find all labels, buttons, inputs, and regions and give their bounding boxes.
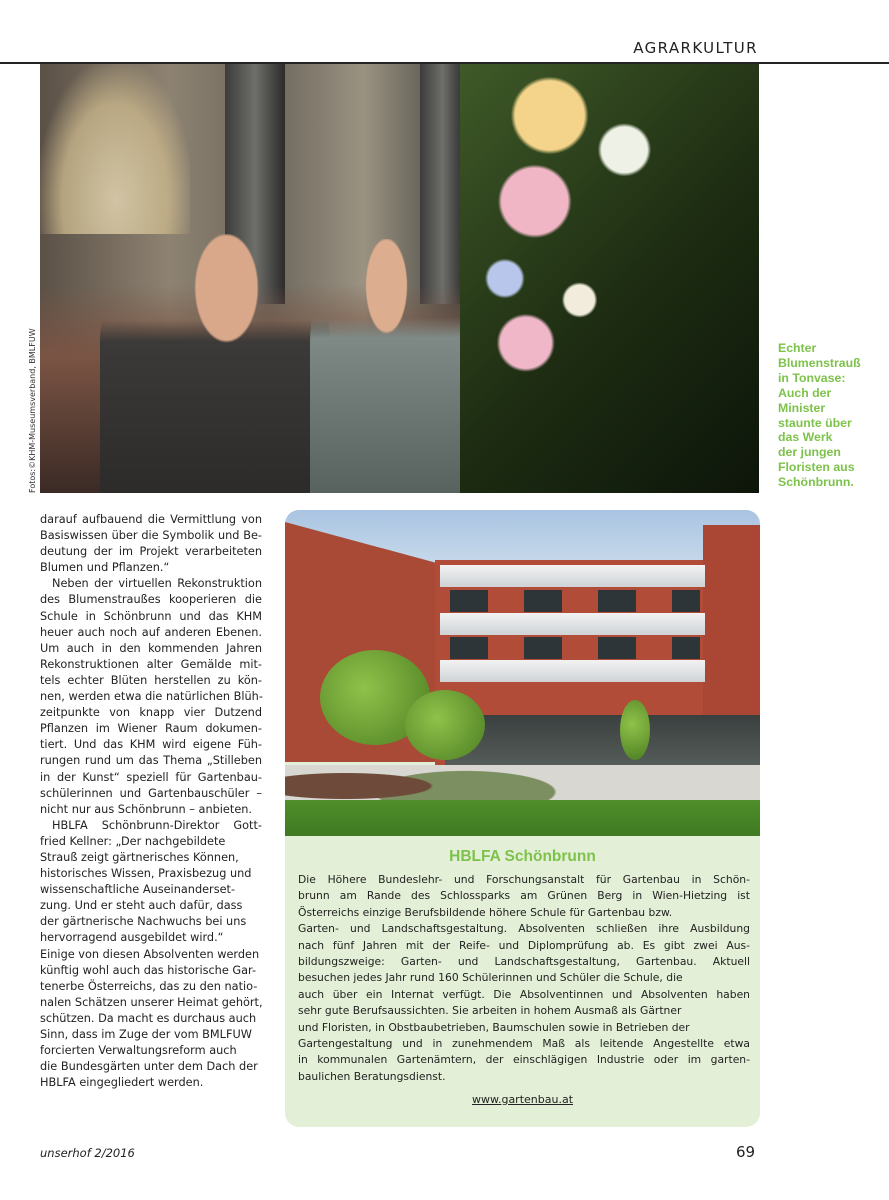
info-box-text xyxy=(298,872,750,1085)
info-line: und Floristen, in Obstbaubetrieben, Baumschulen sowie in Betrieben der xyxy=(298,1020,690,1034)
article-line: schülerinnen und Gartenbauschüler – xyxy=(40,786,262,800)
main-photo xyxy=(40,64,759,493)
article-line: rungen rund um das Thema „Stilleben xyxy=(40,754,262,768)
photo-student xyxy=(310,239,480,493)
article-line: nicht nur aus Schönbrunn – anbieten. xyxy=(40,802,253,816)
info-line: Gartengestaltung und in zunehmendem Maß als leitende Angestellte etwa xyxy=(298,1037,750,1051)
article-column xyxy=(40,512,262,1091)
article-line: Basiswissen über die Symbolik und Be- xyxy=(40,529,262,543)
article-line: in der Kunst“ speziell für Gartenbau- xyxy=(40,770,262,784)
article-line: wissenschaftliche Auseinanderset- xyxy=(40,883,236,897)
article-line: Strauß zeigt gärtnerisches Können, xyxy=(40,850,239,864)
photo-bouquet xyxy=(460,64,759,493)
photo-louver xyxy=(440,565,705,587)
article-line: hervorragend ausgebildet wird.“ xyxy=(40,931,224,945)
article-line: zeitpunkte von knapp vier Dutzend xyxy=(40,706,262,720)
section-label: AGRARKULTUR xyxy=(633,39,758,57)
photo-caption: Echter Blumenstrauß in Tonvase: Auch der Minister staunte über das Werk der jungen Floristen aus Schönbrunn. xyxy=(778,341,861,490)
photo-lawn xyxy=(285,800,760,836)
photo-credit: Fotos:©KHM-Museumsverband, BMLFUW xyxy=(28,328,37,493)
photo-louver xyxy=(440,613,705,635)
article-line: HBLFA Schönbrunn-Direktor Gott- xyxy=(52,818,262,832)
article-line: die Bundesgärten unter dem Dach der xyxy=(40,1060,258,1074)
photo-minister xyxy=(100,234,330,493)
article-line: Neben der virtuellen Rekonstruktion xyxy=(52,577,262,591)
article-line: künftig wohl auch das historische Gar- xyxy=(40,963,257,977)
info-line: Österreichs einzige Berufsbildende höhere Schule für Gartenbau bzw. xyxy=(298,905,673,919)
publication-footer: unserhof 2/2016 xyxy=(40,1146,135,1160)
article-line: fried Kellner: „Der nachgebildete xyxy=(40,834,226,848)
article-line: nalen Schätzen unserer Heimat gehört, xyxy=(40,995,263,1009)
info-line: auch über ein Internat verfügt. Die Absolventinnen und Absolventen haben xyxy=(298,987,750,1001)
info-line: Die Höhere Bundeslehr- und Forschungsanstalt für Gartenbau in Schön- xyxy=(298,873,750,886)
info-line: baulichen Beratungsdienst. xyxy=(298,1069,446,1083)
article-line: heuer auch noch auf anderen Ebenen. xyxy=(40,625,262,639)
article-line: nen, werden etwa die natürlichen Blüh- xyxy=(40,690,263,704)
article-line: Pflanzen im Wiener Raum dokumen- xyxy=(40,722,262,736)
article-line: schützen. Da macht es durchaus auch xyxy=(40,1011,257,1025)
article-line: tels echter Blüten herstellen zu kön- xyxy=(40,673,262,687)
page-number: 69 xyxy=(736,1143,756,1161)
info-line: sehr gute Berufsaussichten. Sie arbeiten in hohem Ausmaß als Gärtner xyxy=(298,1004,682,1018)
article-line: tenerbe Österreichs, das zu den natio- xyxy=(40,979,258,993)
article-line: darauf aufbauend die Vermittlung von xyxy=(40,513,262,526)
info-box-title: HBLFA Schönbrunn xyxy=(449,848,596,865)
article-line: Sinn, dass im Zuge der vom BMLFUW xyxy=(40,1028,252,1041)
info-line: bildungszweige: Garten- und Landschaftsgestaltung, Gartenbau. Aktuell xyxy=(298,955,750,969)
photo-arch xyxy=(40,64,190,234)
school-building-photo xyxy=(285,510,760,836)
article-line: forcierten Verwaltungsreform auch xyxy=(40,1044,237,1058)
article-line: deutung der im Projekt verarbeiteten xyxy=(40,545,262,559)
info-line: in kommunalen Gartenämtern, der einschlägigen Industrie oder im garten- xyxy=(298,1053,750,1067)
article-line: Um auch in den kommenden Jahren xyxy=(40,641,262,655)
info-box-link-wrap xyxy=(285,1093,760,1106)
photo-louver xyxy=(440,660,705,682)
info-box xyxy=(285,510,760,1127)
article-line: HBLFA eingegliedert werden. xyxy=(40,1076,204,1090)
article-line: Rekonstruktionen alter Gemälde mit- xyxy=(40,657,262,671)
info-line: brunn am Rande des Schlossparks am Grünen Berg in Wien-Hietzing ist xyxy=(298,889,750,903)
article-line: Blumen und Pflanzen.“ xyxy=(40,561,170,575)
photo-windows xyxy=(450,637,700,659)
article-line: zung. Und er steht auch dafür, dass xyxy=(40,899,243,913)
info-line: nach fünf Jahren mit der Reife- und Diplomprüfung ab. Es gibt zwei Aus- xyxy=(298,938,750,952)
article-line: der gärtnerische Nachwuchs bei uns xyxy=(40,915,247,929)
info-line: Garten- und Landschaftsgestaltung. Absolventen schließen ihre Ausbildung xyxy=(298,922,750,936)
info-line: besuchen jedes Jahr rund 160 Schülerinnen und Schüler die Schule, die xyxy=(298,971,683,985)
photo-windows xyxy=(450,590,700,612)
website-link[interactable]: www.gartenbau.at xyxy=(471,1093,574,1106)
article-line: Schule in Schönbrunn und das KHM xyxy=(40,609,262,623)
article-line: tiert. Und das KHM wird eigene Füh- xyxy=(40,738,262,752)
article-line: historisches Wissen, Praxisbezug und xyxy=(40,867,252,881)
article-line: des Blumenstraußes kooperieren die xyxy=(40,593,262,607)
article-line: Einige von diesen Absolventen werden xyxy=(40,947,260,961)
photo-tree xyxy=(620,700,650,760)
